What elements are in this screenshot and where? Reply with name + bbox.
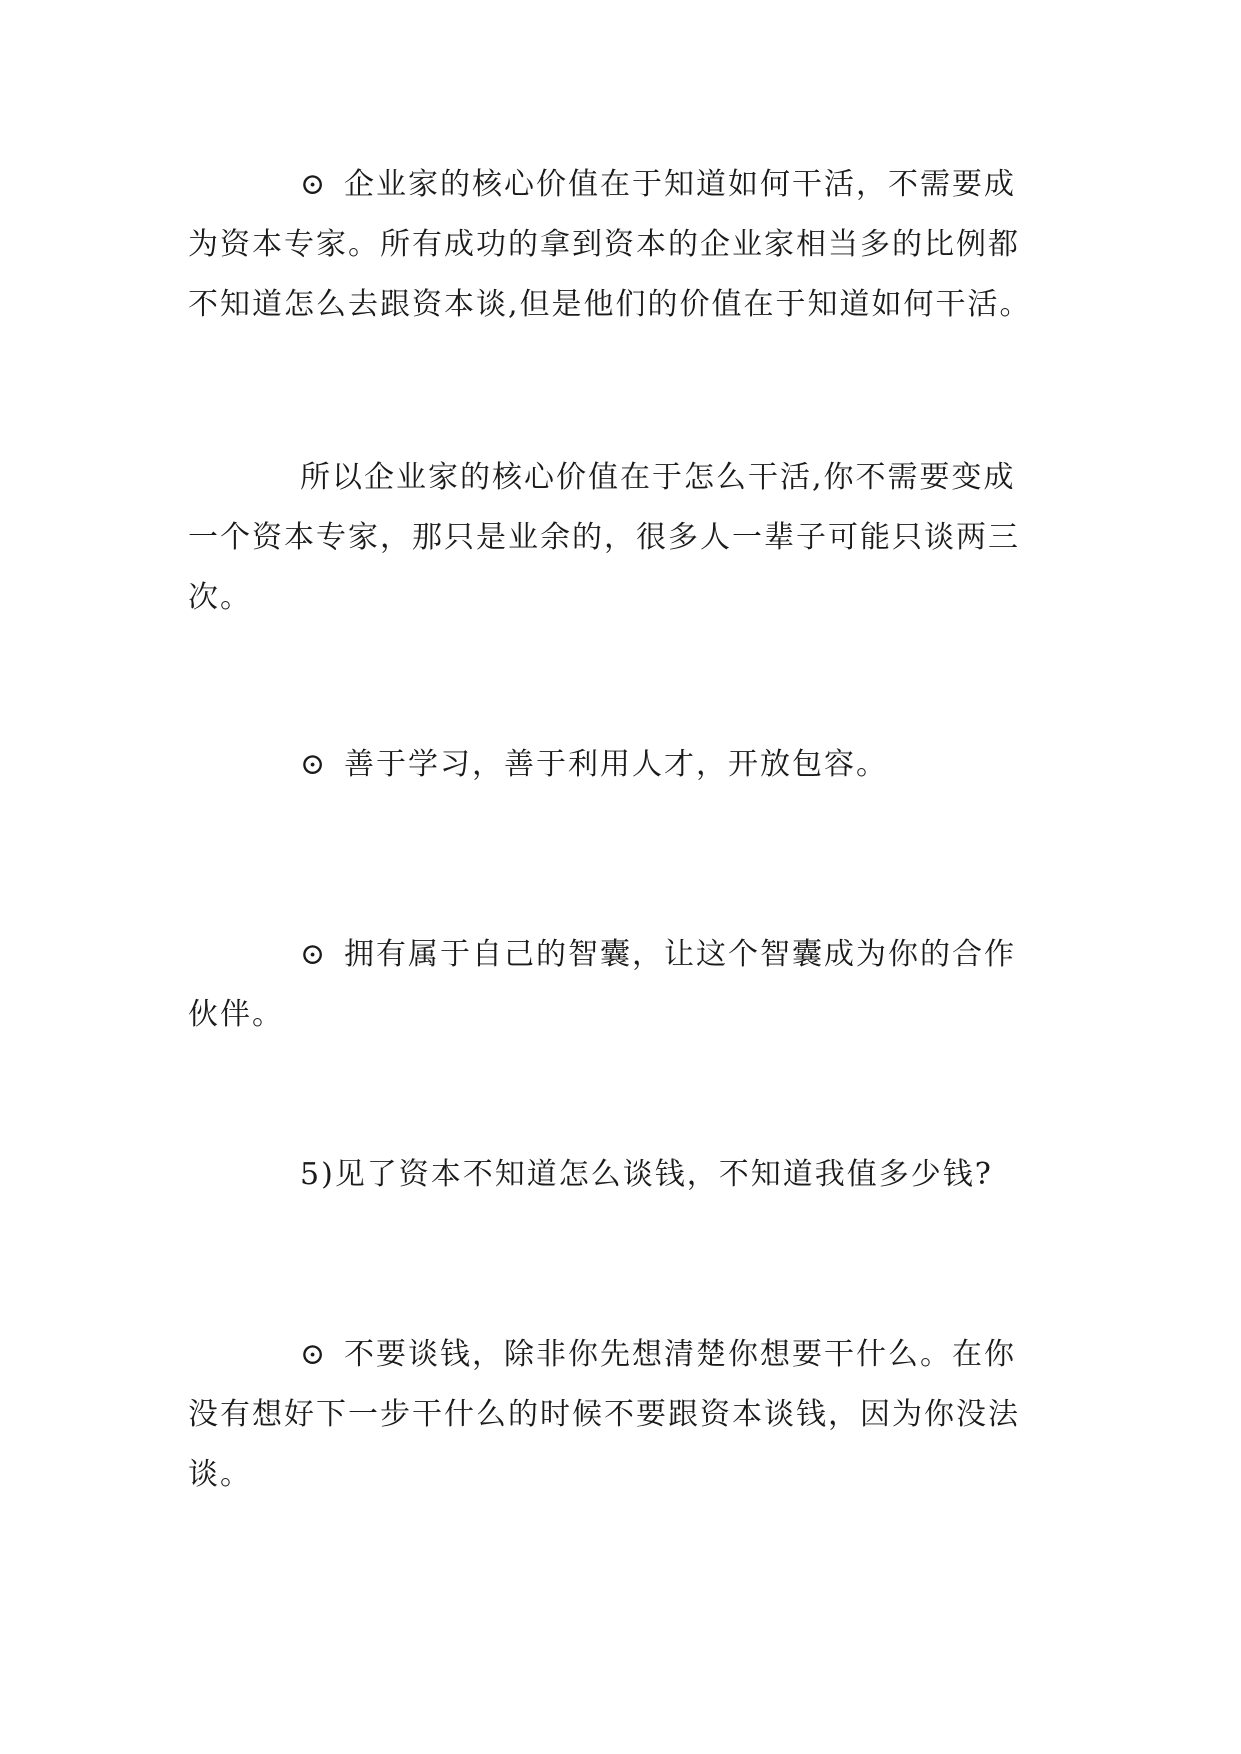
paragraph-line xyxy=(188,1325,1068,1385)
paragraph-line: 所以企业家的核心价值在于怎么干活,你不需要变成 xyxy=(300,460,1016,495)
paragraph-line: 一个资本专家，那只是业余的，很多人一辈子可能只谈两三 xyxy=(188,520,1020,555)
paragraph-learning xyxy=(188,735,1068,795)
paragraph-text: 不要谈钱，除非你先想清楚你想要干什么。在你 xyxy=(344,1337,1016,1372)
paragraph-line: 5)见了资本不知道怎么谈钱，不知道我值多少钱? xyxy=(300,1157,993,1192)
paragraph-text: 企业家的核心价值在于知道如何干活，不需要成 xyxy=(344,167,1016,202)
paragraph-think-tank xyxy=(188,925,1068,1045)
paragraph-core-value xyxy=(188,448,1068,628)
bullet-icon: ⊙ xyxy=(300,747,328,782)
paragraph-dont-talk-money xyxy=(188,1325,1068,1505)
paragraph-line: 谈。 xyxy=(188,1457,252,1492)
paragraph-line xyxy=(188,735,1068,795)
bullet-icon: ⊙ xyxy=(300,1337,328,1372)
paragraph-text: 善于学习，善于利用人才，开放包容。 xyxy=(344,747,888,782)
bullet-icon: ⊙ xyxy=(300,167,328,202)
paragraph-line: 没有想好下一步干什么的时候不要跟资本谈钱，因为你没法 xyxy=(188,1397,1020,1432)
paragraph-line xyxy=(188,925,1068,985)
paragraph-text: 拥有属于自己的智囊，让这个智囊成为你的合作 xyxy=(344,937,1016,972)
paragraph-line: 次。 xyxy=(188,580,252,615)
paragraph-line: 不知道怎么去跟资本谈,但是他们的价值在于知道如何干活。 xyxy=(188,287,1032,322)
paragraph-line xyxy=(188,155,1068,215)
paragraph-entrepreneur-value xyxy=(188,155,1068,335)
bullet-icon: ⊙ xyxy=(300,937,328,972)
section-heading-money-talk xyxy=(188,1145,1068,1205)
paragraph-line: 为资本专家。所有成功的拿到资本的企业家相当多的比例都 xyxy=(188,227,1020,262)
paragraph-line: 伙伴。 xyxy=(188,997,284,1032)
